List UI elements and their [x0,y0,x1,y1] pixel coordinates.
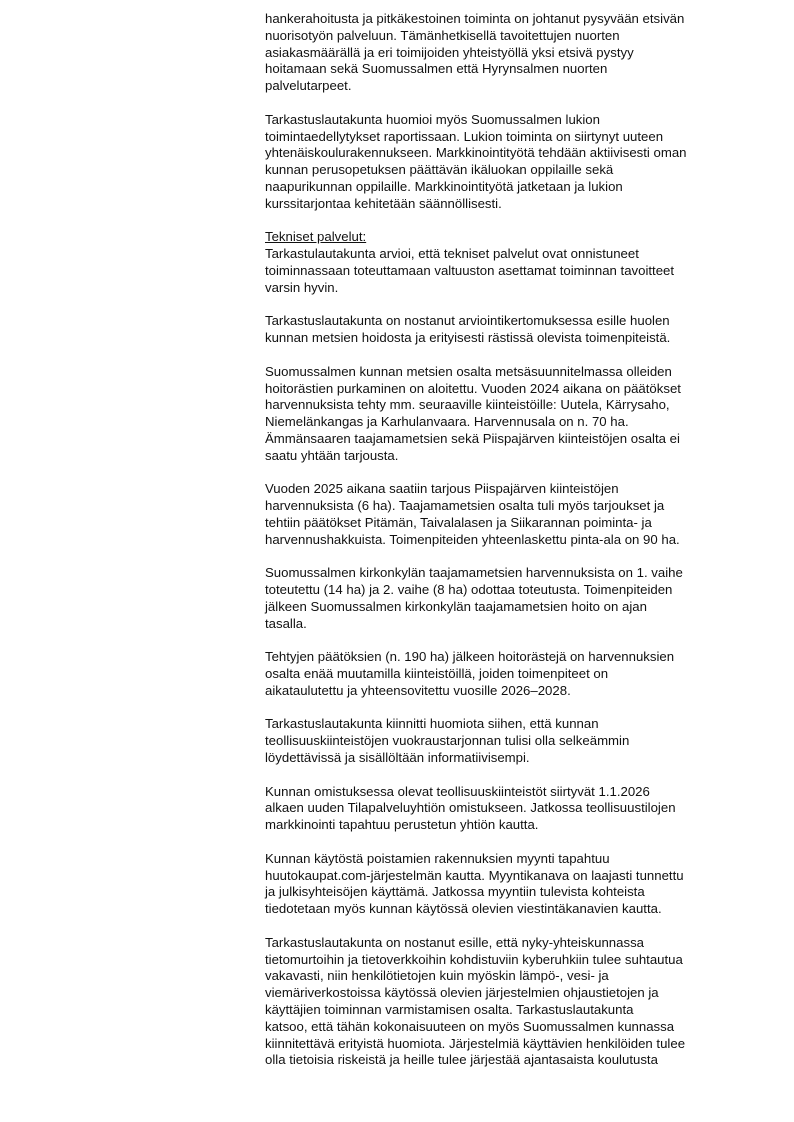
text-line: toiminnassaan toteuttamaan valtuuston asettamat toiminnan tavoitteet [265,262,675,278]
paragraph-upper-secondary [265,112,743,213]
paragraph-industrial-ownership [265,784,743,834]
paragraph-industrial-rentals [265,716,743,766]
text-line: löydettävissä ja sisällöltään informatiivisempi. [265,750,530,766]
paragraph-spacer [265,213,743,230]
text-line: Tarkastulautakunta arvioi, että tekniset palvelut ovat onnistuneet [265,246,639,262]
text-line: kiinnitettävä erityistä huomiota. Järjestelmiä käyttävien henkilöiden tulee [265,1035,686,1051]
text-line: hankerahoitusta ja pitkäkestoinen toiminta on johtanut pysyvään etsivän [265,11,685,26]
text-line: saatu yhtään tarjousta. [265,447,399,463]
paragraph-spacer [265,767,743,784]
paragraph-spacer [265,347,743,364]
text-line: Suomussalmen kirkonkylän taajamametsien harvennuksista on 1. vaihe [265,565,683,581]
text-line: kunnan perusopetuksen päättävän ikäluokan oppilaille sekä [265,162,614,178]
text-line: ja julkisyhteisöjen käyttämä. Jatkossa myyntiin tulevista kohteista [265,884,645,900]
text-line: nuorisotyön palveluun. Tämänhetkisellä tavoitettujen nuorten [265,27,620,43]
text-line: harvennushakkuista. Toimenpiteiden yhteenlaskettu pinta-ala on 90 ha. [265,531,680,547]
text-line: vakavasti, niin henkilötietojen kuin myöskin lämpö-, vesi- ja [265,968,609,984]
text-line: osalta enää muutamilla kiinteistöillä, joiden toimenpiteet on [265,666,609,682]
text-line: Suomussalmen kunnan metsien osalta metsäsuunnitelmassa olleiden [265,363,672,379]
text-line: Tarkastuslautakunta on nostanut esille, että nyky-yhteiskunnassa [265,934,644,950]
text-line: toteutettu (14 ha) ja 2. vaihe (8 ha) odottaa toteutusta. Toimenpiteiden [265,582,673,598]
text-line: Tarkastuslautakunta huomioi myös Suomussalmen lukion [265,111,600,127]
text-line: asiakasmäärällä ja eri toimijoiden yhteistyöllä yksi etsivä pystyy [265,44,634,60]
paragraph-church-village [265,565,743,632]
text-line: markkinointi tapahtuu perustetun yhtiön kautta. [265,817,539,833]
text-line: naapurikunnan oppilaille. Markkinointityötä jatketaan ja lukion [265,178,623,194]
text-line: viemäriverkostoissa käytössä olevien järjestelmien ohjaustietojen ja [265,985,659,1001]
text-line: tietomurtoihin ja tietoverkkoihin kohdistuviin kyberuhkiin tulee suhtautua [265,951,683,967]
text-line: tasalla. [265,615,307,631]
paragraph-spacer [265,95,743,112]
text-line: Kunnan käytöstä poistamien rakennuksien myynti tapahtuu [265,850,610,866]
text-line: harvennuksista (6 ha). Taajamametsien osalta tuli myös tarjoukset ja [265,498,665,514]
text-line: yhtenäiskoulurakennukseen. Markkinointityötä tehdään aktiivisesti oman [265,145,687,161]
paragraph-youth-work [265,11,743,95]
paragraph-forest-plan [265,364,743,465]
text-line: aikataulutettu ja yhteensovitettu vuosille 2026–2028. [265,682,571,698]
text-line: Kunnan omistuksessa olevat teollisuuskiinteistöt siirtyvät 1.1.2026 [265,783,650,799]
text-line: palvelutarpeet. [265,78,352,94]
text-line: tehtiin päätökset Pitämän, Taivalalasen ja Siikarannan poiminta- ja [265,514,652,530]
paragraph-cyber-threats [265,935,743,1069]
text-line: hoitorästien purkaminen on aloitettu. Vuoden 2024 aikana on päätökset [265,380,681,396]
text-line: käyttäjien toiminnan varmistamisen osalta. Tarkastuslautakunta [265,1002,634,1018]
paragraph-spacer [265,700,743,717]
text-line: Tarkastuslautakunta kiinnitti huomiota siihen, että kunnan [265,716,599,732]
paragraph-decisions [265,649,743,699]
paragraph-technical-services [265,229,743,296]
text-line: harvennuksista tehty mm. seuraaville kiinteistöille: Uutela, Kärrysaho, [265,397,670,413]
paragraph-building-sales [265,851,743,918]
section-heading: Tekniset palvelut: [265,229,367,245]
document-page [265,11,743,1069]
text-line: kunnan metsien hoidosta ja erityisesti rästissä olevista toimenpiteistä. [265,330,671,346]
text-line: Vuoden 2025 aikana saatiin tarjous Piispajärven kiinteistöjen [265,481,619,497]
paragraph-spacer [265,297,743,314]
paragraph-year-2025 [265,481,743,548]
text-line: toimintaedellytykset raportissaan. Lukion toiminta on siirtynyt uuteen [265,128,664,144]
text-line: alkaen uuden Tilapalveluyhtiön omistukseen. Jatkossa teollisuustilojen [265,800,676,816]
text-line: varsin hyvin. [265,279,339,295]
text-line: hoitamaan sekä Suomussalmen että Hyrynsalmen nuorten [265,61,608,77]
text-line: Tehtyjen päätöksien (n. 190 ha) jälkeen hoitorästejä on harvennuksien [265,649,675,665]
paragraph-spacer [265,549,743,566]
text-line: Tarkastuslautakunta on nostanut arviointikertomuksessa esille huolen [265,313,670,329]
text-line: kurssitarjontaa kehitetään säännöllisesti. [265,195,502,211]
text-line: huutokaupat.com-järjestelmän kautta. Myyntikanava on laajasti tunnettu [265,867,684,883]
text-line: tiedotetaan myös kunnan käytössä olevien viestintäkanavien kautta. [265,901,662,917]
paragraph-spacer [265,632,743,649]
text-line: Ämmänsaaren taajamametsien sekä Piispajärven kiinteistöjen osalta ei [265,430,680,446]
text-line: jälkeen Suomussalmen kirkonkylän taajamametsien hoito on ajan [265,598,647,614]
paragraph-spacer [265,465,743,482]
paragraph-forest-concern [265,313,743,347]
text-line: katsoo, että tähän kokonaisuuteen on myös Suomussalmen kunnassa [265,1018,675,1034]
paragraph-spacer [265,918,743,935]
text-line: olla tietoisia riskeistä ja heille tulee järjestää ajantasaista koulutusta [265,1052,658,1068]
text-line: Niemelänkangas ja Karhulanvaara. Harvennusala on n. 70 ha. [265,414,629,430]
paragraph-spacer [265,834,743,851]
text-line: teollisuuskiinteistöjen vuokraustarjonnan tulisi olla selkeämmin [265,733,630,749]
